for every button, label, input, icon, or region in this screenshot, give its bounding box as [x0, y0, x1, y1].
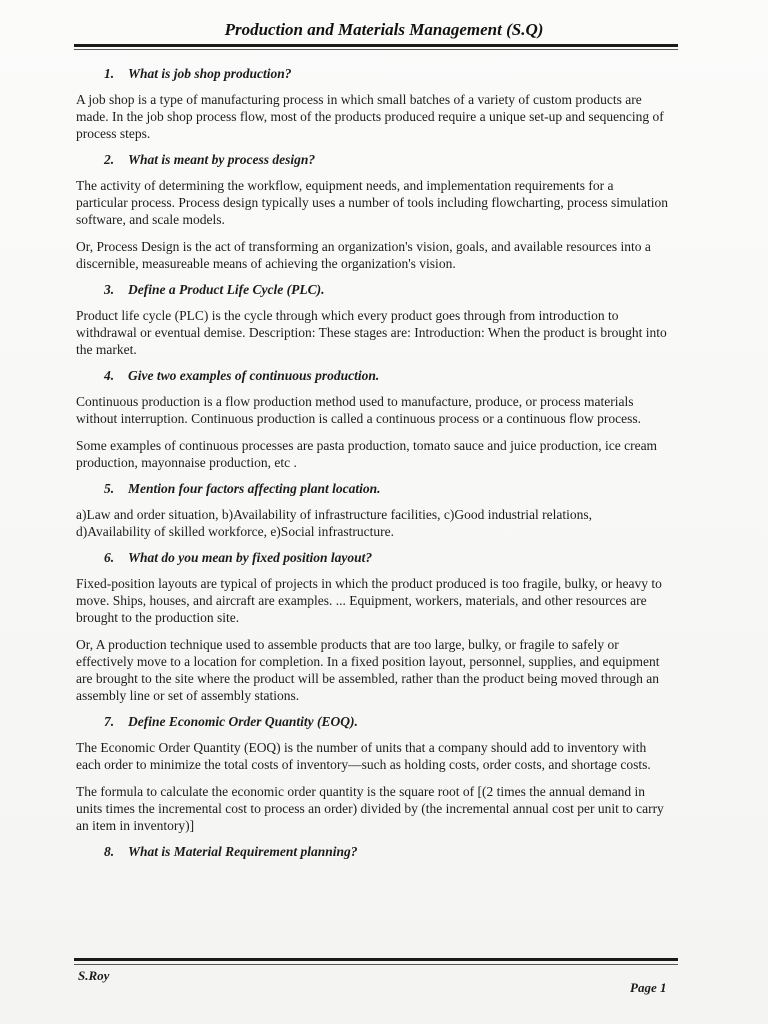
answer-paragraph: Fixed-position layouts are typical of projects in which the product produced is too fragile, bulky, or heavy to move. Ships, houses, and aircraft are examples. ... Equipment, workers, materials, and other resources are brought to the production site. — [76, 576, 662, 625]
question-text: Give two examples of continuous production. — [128, 368, 380, 383]
answer-paragraph: A job shop is a type of manufacturing process in which small batches of a variety of custom products are made. In the job shop process flow, most of the products produced require a unique set-up and sequencing of process steps. — [76, 92, 664, 141]
question-text: What is meant by process design? — [128, 152, 316, 167]
qa-content — [76, 66, 668, 869]
question-number: 3. — [104, 282, 115, 297]
question-text: Define Economic Order Quantity (EOQ). — [128, 714, 358, 729]
question-number: 8. — [104, 844, 115, 859]
question-heading — [104, 368, 668, 384]
question-number: 6. — [104, 550, 115, 565]
question-text: Define a Product Life Cycle (PLC). — [128, 282, 325, 297]
answer-paragraph: The Economic Order Quantity (EOQ) is the number of units that a company should add to inventory with each order to minimize the total costs of inventory—such as holding costs, order costs, and shortage costs. — [76, 740, 651, 772]
question-text: Mention four factors affecting plant location. — [128, 481, 381, 496]
footer-page-number: Page 1 — [630, 980, 667, 995]
question-text: What is job shop production? — [128, 66, 292, 81]
header-rule-thin — [74, 49, 678, 50]
page-title: Production and Materials Management (S.Q) — [224, 20, 544, 39]
question-number: 5. — [104, 481, 115, 496]
header-rule — [74, 44, 678, 47]
question-heading — [104, 66, 668, 82]
answer-paragraph: Or, A production technique used to assemble products that are too large, bulky, or fragile to safely or effectively move to a location for completion. In a fixed position layout, personnel, supplies, and equipment are brought to the site where the product will be assembled, rather than the product being moved through an assembly line or set of assembly stations. — [76, 637, 660, 703]
answer-paragraph: Continuous production is a flow production method used to manufacture, produce, or process materials without interruption. Continuous production is called a continuous process or a continuous flow process. — [76, 394, 642, 426]
answer-paragraph: Or, Process Design is the act of transforming an organization's vision, goals, and available resources into a discernible, measureable means of achieving the organization's vision. — [76, 239, 651, 271]
question-heading — [104, 550, 668, 566]
answer-paragraph: a)Law and order situation, b)Availability of infrastructure facilities, c)Good industrial relations, d)Availability of skilled workforce, e)Social infrastructure. — [76, 507, 592, 539]
answer-paragraph: The activity of determining the workflow, equipment needs, and implementation requirements for a particular process. Process design typically uses a number of tools including flowcharting, process simulation software, and scale models. — [76, 178, 668, 227]
question-heading — [104, 844, 668, 860]
question-number: 1. — [104, 66, 115, 81]
footer-rule-thin — [74, 964, 678, 965]
answer-paragraph: Some examples of continuous processes are pasta production, tomato sauce and juice production, ice cream production, mayonnaise production, etc . — [76, 438, 658, 470]
answer-paragraph: Product life cycle (PLC) is the cycle through which every product goes through from introduction to withdrawal or eventual demise. Description: These stages are: Introduction: When the product is brought into the market. — [76, 308, 667, 357]
question-number: 2. — [104, 152, 115, 167]
question-heading — [104, 282, 668, 298]
footer-rule — [74, 958, 678, 961]
question-text: What is Material Requirement planning? — [128, 844, 358, 859]
answer-paragraph: The formula to calculate the economic order quantity is the square root of [(2 times the annual demand in units times the incremental cost to process an order) divided by (the incremental annual cost per unit to carry an item in inventory)] — [76, 784, 664, 833]
footer-author: S.Roy — [78, 968, 110, 983]
question-text: What do you mean by fixed position layout? — [128, 550, 373, 565]
question-number: 7. — [104, 714, 115, 729]
question-number: 4. — [104, 368, 115, 383]
question-heading — [104, 481, 668, 497]
question-heading — [104, 152, 668, 168]
question-heading — [104, 714, 668, 730]
